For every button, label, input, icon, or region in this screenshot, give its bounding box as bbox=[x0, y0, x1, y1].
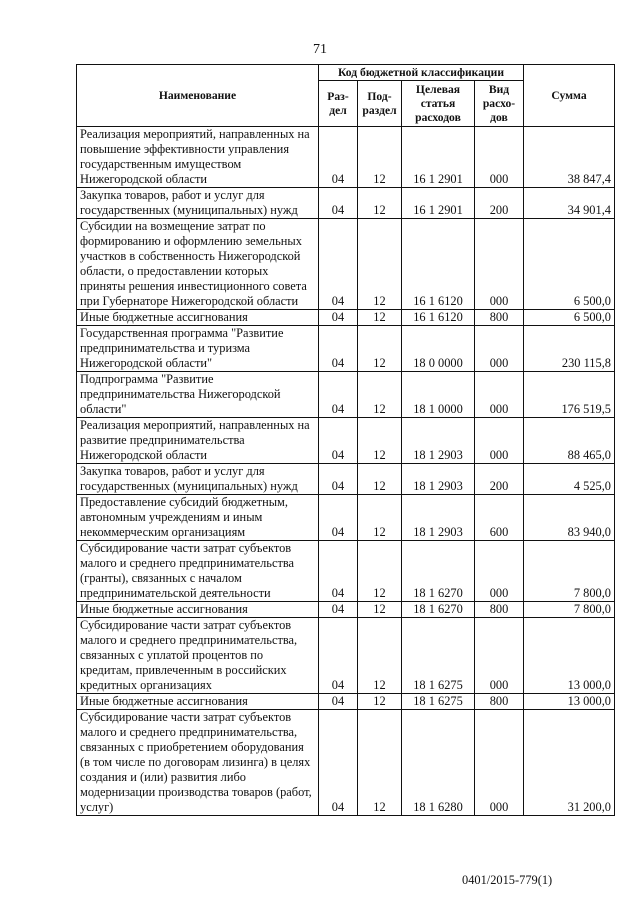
row-target-article: 16 1 6120 bbox=[402, 219, 475, 310]
row-sum: 83 940,0 bbox=[524, 495, 615, 541]
row-target-article: 18 1 0000 bbox=[402, 372, 475, 418]
header-expense-type: Вид расхо-дов bbox=[475, 81, 524, 127]
table-row bbox=[77, 694, 615, 710]
budget-table bbox=[76, 64, 615, 816]
row-sum: 4 525,0 bbox=[524, 464, 615, 495]
row-razdel: 04 bbox=[319, 219, 358, 310]
row-razdel: 04 bbox=[319, 541, 358, 602]
row-razdel: 04 bbox=[319, 310, 358, 326]
row-target-article: 18 1 2903 bbox=[402, 495, 475, 541]
header-name: Наименование bbox=[77, 65, 319, 127]
table-row bbox=[77, 372, 615, 418]
row-expense-type: 000 bbox=[475, 127, 524, 188]
row-razdel: 04 bbox=[319, 418, 358, 464]
row-expense-type: 000 bbox=[475, 326, 524, 372]
row-name: Реализация мероприятий, направленных на развитие предпринимательства Нижегородской области bbox=[77, 418, 319, 464]
table-row bbox=[77, 219, 615, 310]
row-podrazdel: 12 bbox=[358, 418, 402, 464]
row-expense-type: 000 bbox=[475, 710, 524, 816]
table-row bbox=[77, 541, 615, 602]
row-target-article: 18 1 6270 bbox=[402, 602, 475, 618]
row-razdel: 04 bbox=[319, 372, 358, 418]
row-expense-type: 200 bbox=[475, 188, 524, 219]
row-name: Закупка товаров, работ и услуг для государственных (муниципальных) нужд bbox=[77, 188, 319, 219]
table-body bbox=[77, 127, 615, 816]
row-razdel: 04 bbox=[319, 618, 358, 694]
row-podrazdel: 12 bbox=[358, 618, 402, 694]
row-razdel: 04 bbox=[319, 326, 358, 372]
row-name: Предоставление субсидий бюджетным, автономным учреждениям и иным некоммерческим организациям bbox=[77, 495, 319, 541]
table-row bbox=[77, 188, 615, 219]
row-sum: 88 465,0 bbox=[524, 418, 615, 464]
row-target-article: 18 1 6275 bbox=[402, 618, 475, 694]
row-razdel: 04 bbox=[319, 495, 358, 541]
header-target-article: Целевая статья расходов bbox=[402, 81, 475, 127]
row-expense-type: 000 bbox=[475, 541, 524, 602]
row-razdel: 04 bbox=[319, 464, 358, 495]
row-expense-type: 000 bbox=[475, 372, 524, 418]
row-sum: 13 000,0 bbox=[524, 618, 615, 694]
row-razdel: 04 bbox=[319, 188, 358, 219]
page-number: 71 bbox=[313, 42, 327, 57]
row-target-article: 18 1 2903 bbox=[402, 464, 475, 495]
row-podrazdel: 12 bbox=[358, 219, 402, 310]
row-name: Иные бюджетные ассигнования bbox=[77, 310, 319, 326]
row-target-article: 16 1 2901 bbox=[402, 127, 475, 188]
row-target-article: 18 1 6270 bbox=[402, 541, 475, 602]
row-name: Субсидии на возмещение затрат по формированию и оформлению земельных участков в собственность Нижегородской области, о предоставлении которых приняты решения инвестиционного совета при Губернаторе Нижегородской области bbox=[77, 219, 319, 310]
row-razdel: 04 bbox=[319, 694, 358, 710]
row-sum: 6 500,0 bbox=[524, 219, 615, 310]
table-row bbox=[77, 602, 615, 618]
row-podrazdel: 12 bbox=[358, 464, 402, 495]
row-name: Иные бюджетные ассигнования bbox=[77, 694, 319, 710]
table-row bbox=[77, 127, 615, 188]
row-target-article: 18 1 6275 bbox=[402, 694, 475, 710]
row-podrazdel: 12 bbox=[358, 710, 402, 816]
row-razdel: 04 bbox=[319, 602, 358, 618]
row-name: Субсидирование части затрат субъектов малого и среднего предпринимательства, связанных с приобретением оборудования (в том числе по договорам лизинга) в целях создания и (или) развития либо модернизации производства товаров (работ, услуг) bbox=[77, 710, 319, 816]
table-row bbox=[77, 710, 615, 816]
table-row bbox=[77, 418, 615, 464]
row-target-article: 18 1 2903 bbox=[402, 418, 475, 464]
row-target-article: 16 1 2901 bbox=[402, 188, 475, 219]
row-expense-type: 200 bbox=[475, 464, 524, 495]
row-podrazdel: 12 bbox=[358, 310, 402, 326]
row-expense-type: 800 bbox=[475, 694, 524, 710]
table-row bbox=[77, 326, 615, 372]
table-row bbox=[77, 464, 615, 495]
row-razdel: 04 bbox=[319, 127, 358, 188]
document-code: 0401/2015-779(1) bbox=[462, 873, 553, 887]
row-expense-type: 800 bbox=[475, 310, 524, 326]
row-target-article: 16 1 6120 bbox=[402, 310, 475, 326]
row-podrazdel: 12 bbox=[358, 694, 402, 710]
row-name: Закупка товаров, работ и услуг для государственных (муниципальных) нужд bbox=[77, 464, 319, 495]
row-name: Подпрограмма "Развитие предпринимательства Нижегородской области" bbox=[77, 372, 319, 418]
row-podrazdel: 12 bbox=[358, 541, 402, 602]
row-sum: 13 000,0 bbox=[524, 694, 615, 710]
row-podrazdel: 12 bbox=[358, 602, 402, 618]
row-podrazdel: 12 bbox=[358, 372, 402, 418]
row-target-article: 18 0 0000 bbox=[402, 326, 475, 372]
header-razdel: Раз-дел bbox=[319, 81, 358, 127]
row-podrazdel: 12 bbox=[358, 326, 402, 372]
row-sum: 7 800,0 bbox=[524, 541, 615, 602]
row-podrazdel: 12 bbox=[358, 188, 402, 219]
row-sum: 31 200,0 bbox=[524, 710, 615, 816]
table-row bbox=[77, 495, 615, 541]
row-podrazdel: 12 bbox=[358, 127, 402, 188]
row-name: Субсидирование части затрат субъектов малого и среднего предпринимательства, связанных с уплатой процентов по кредитам, привлеченным в российских кредитных организациях bbox=[77, 618, 319, 694]
table-row bbox=[77, 310, 615, 326]
table-row bbox=[77, 618, 615, 694]
row-sum: 176 519,5 bbox=[524, 372, 615, 418]
row-razdel: 04 bbox=[319, 710, 358, 816]
row-sum: 7 800,0 bbox=[524, 602, 615, 618]
header-podrazdel: Под-раздел bbox=[358, 81, 402, 127]
row-expense-type: 800 bbox=[475, 602, 524, 618]
row-name: Иные бюджетные ассигнования bbox=[77, 602, 319, 618]
row-expense-type: 000 bbox=[475, 418, 524, 464]
row-sum: 34 901,4 bbox=[524, 188, 615, 219]
row-sum: 38 847,4 bbox=[524, 127, 615, 188]
header-classification-code: Код бюджетной классификации bbox=[319, 65, 524, 81]
row-name: Государственная программа "Развитие предпринимательства и туризма Нижегородской области" bbox=[77, 326, 319, 372]
row-sum: 6 500,0 bbox=[524, 310, 615, 326]
row-expense-type: 000 bbox=[475, 219, 524, 310]
row-expense-type: 000 bbox=[475, 618, 524, 694]
row-target-article: 18 1 6280 bbox=[402, 710, 475, 816]
header-sum: Сумма bbox=[524, 65, 615, 127]
row-name: Субсидирование части затрат субъектов малого и среднего предпринимательства (гранты), связанных с началом предпринимательской деятельности bbox=[77, 541, 319, 602]
row-expense-type: 600 bbox=[475, 495, 524, 541]
row-name: Реализация мероприятий, направленных на повышение эффективности управления государственным имуществом Нижегородской области bbox=[77, 127, 319, 188]
row-sum: 230 115,8 bbox=[524, 326, 615, 372]
row-podrazdel: 12 bbox=[358, 495, 402, 541]
